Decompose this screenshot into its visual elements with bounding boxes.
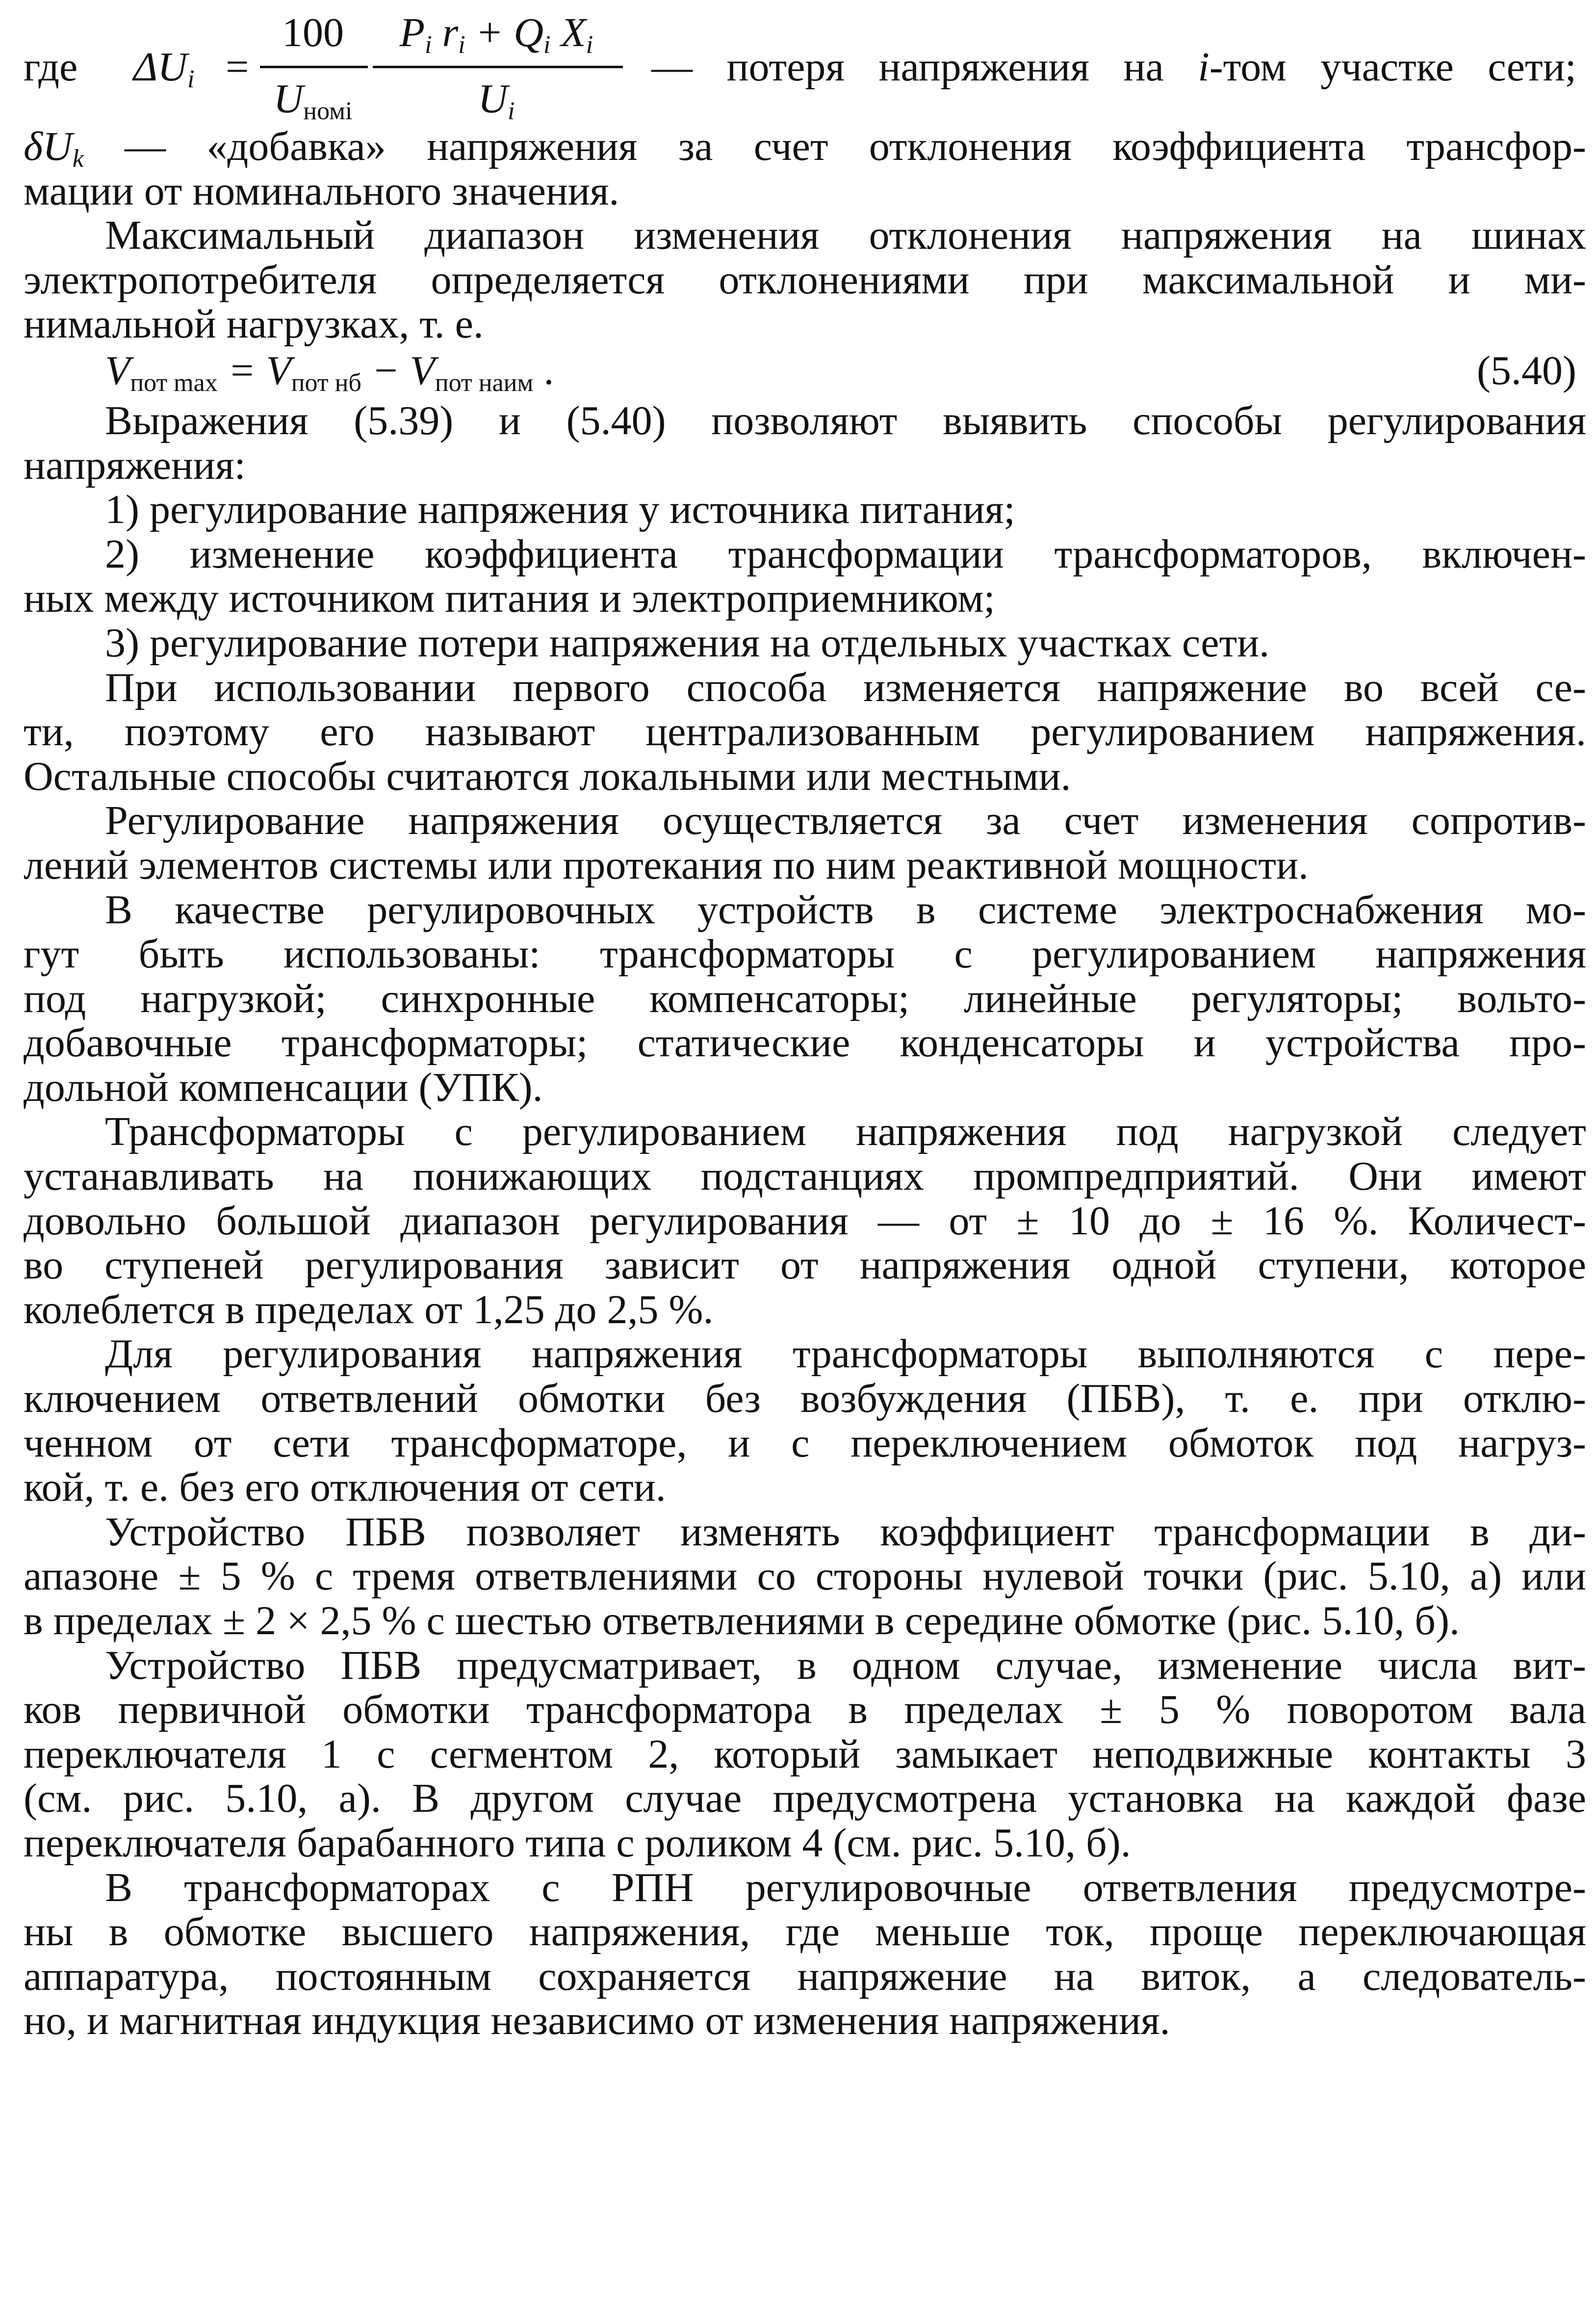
fraction-2-numerator: $P_i$ $r_i + Q_i$ $X_i$ <box>399 10 593 59</box>
text-line: ченном от сети трансформаторе, и с переключением обмоток под нагруз- <box>24 1420 1586 1466</box>
text-line: Остальные способы считаются локальными или местными. <box>24 753 1071 799</box>
formula-loss <box>24 10 1586 128</box>
text-line: Регулирование напряжения осуществляется за счет изменения сопротив- <box>105 798 1586 844</box>
text-line: 1) регулирование напряжения у источника питания; <box>105 487 1015 533</box>
text-line: добавочные трансформаторы; статические конденсаторы и устройства про- <box>24 1020 1586 1066</box>
text-line: в пределах ± 2 × 2,5 % с шестью ответвлениями в середине обмотке (рис. 5.10, б). <box>24 1598 1460 1644</box>
text-line: ключением ответвлений обмотки без возбуждения (ПБВ), т. е. при отклю- <box>24 1376 1586 1422</box>
text-line: Для регулирования напряжения трансформаторы выполняются с пере- <box>105 1331 1586 1377</box>
text-line: 2) изменение коэффициента трансформации трансформаторов, включен- <box>105 531 1586 577</box>
equation-5-40 <box>24 347 1586 399</box>
formula-gde: где <box>24 44 78 90</box>
text-line: 3) регулирование потери напряжения на отдельных участках сети. <box>105 620 1270 666</box>
paragraph-delta-uk <box>24 125 1586 213</box>
text-line: В качестве регулировочных устройств в системе электроснабжения мо- <box>105 887 1586 933</box>
text-line: $\delta U_k$ — «добавка» напряжения за счет отклонения коэффициента трансфор- <box>24 124 1586 173</box>
text-line: колеблется в пределах от 1,25 до 2,5 %. <box>24 1286 714 1332</box>
text-line: во ступеней регулирования зависит от напряжения одной ступени, которое <box>24 1242 1586 1288</box>
text-line: кой, т. е. без его отключения от сети. <box>24 1464 666 1511</box>
text-line: Трансформаторы с регулированием напряжения под нагрузкой следует <box>105 1109 1586 1155</box>
paragraph-max-range <box>24 213 1586 347</box>
text-line: ных между источником питания и электроприемником; <box>24 575 995 622</box>
text-line: Максимальный диапазон изменения отклонения напряжения на шинах <box>105 212 1586 259</box>
fraction-2-bar <box>373 66 623 68</box>
fraction-1-denominator: $U_{номi}$ <box>273 76 353 125</box>
text-line: (см. рис. 5.10, а). В другом случае предусмотрена установка на каждой фазе <box>24 1775 1586 1822</box>
fraction-1-numerator: 100 <box>282 10 344 55</box>
text-line: ков первичной обмотки трансформатора в пределах ± 5 % поворотом вала <box>24 1687 1586 1733</box>
formula-eq: = <box>226 44 249 90</box>
text-line: напряжения: <box>24 442 246 488</box>
text-line: При использовании первого способа изменяется напряжение во всей се- <box>105 664 1586 710</box>
fraction-1-bar <box>260 66 368 68</box>
text-line: под нагрузкой; синхронные компенсаторы; линейные регуляторы; вольто- <box>24 975 1586 1021</box>
text-line: мации от номинального значения. <box>24 168 619 214</box>
formula-tail: — потеря напряжения на i-том участке сети; <box>651 44 1577 90</box>
fraction-2-denominator: $U_i$ <box>478 76 515 125</box>
text-line: но, и магнитная индукция независимо от изменения напряжения. <box>24 1998 1170 2044</box>
text-line: довольно большой диапазон регулирования — от ± 10 до ± 16 %. Количест- <box>24 1198 1586 1244</box>
text-line: переключателя 1 с сегментом 2, который замыкает неподвижные контакты 3 <box>24 1731 1586 1777</box>
equation-body: $V_{пот max} = V_{пот нб} - V_{пот наим}$ . <box>105 347 554 397</box>
text-line: В трансформаторах с РПН регулировочные ответвления предусмотре- <box>105 1864 1586 1910</box>
text-line: электропотребителя определяется отклонениями при максимальной и ми- <box>24 257 1586 303</box>
text-line: гут быть использованы: трансформаторы с регулированием напряжения <box>24 931 1586 977</box>
formula-lhs: $\Delta U_i$ <box>133 44 195 93</box>
text-line: Устройство ПБВ предусматривает, в одном случае, изменение числа вит- <box>105 1642 1586 1688</box>
text-line: переключателя барабанного типа с роликом 4 (см. рис. 5.10, б). <box>24 1820 1131 1866</box>
text-line: Устройство ПБВ позволяет изменять коэффициент трансформации в ди- <box>105 1509 1586 1555</box>
text-line: апазоне ± 5 % с тремя ответвлениями со стороны нулевой точки (рис. 5.10, а) или <box>24 1553 1586 1599</box>
text-line: Выражения (5.39) и (5.40) позволяют выявить способы регулирования <box>105 397 1586 444</box>
text-line: лений элементов системы или протекания по ним реактивной мощности. <box>24 842 1309 888</box>
text-line: дольной компенсации (УПК). <box>24 1064 543 1110</box>
text-line: ны в обмотке высшего напряжения, где меньше ток, проще переключающая <box>24 1909 1586 1955</box>
equation-number: (5.40) <box>1477 347 1576 393</box>
text-line: устанавливать на понижающих подстанциях промпредприятий. Они имеют <box>24 1153 1586 1200</box>
body-text <box>24 399 1586 2043</box>
text-line: нимальной нагрузках, т. е. <box>24 301 484 347</box>
text-line: аппаратура, постоянным сохраняется напряжение на виток, а следователь- <box>24 1953 1586 1999</box>
text-line: ти, поэтому его называют централизованным регулированием напряжения. <box>24 709 1586 755</box>
